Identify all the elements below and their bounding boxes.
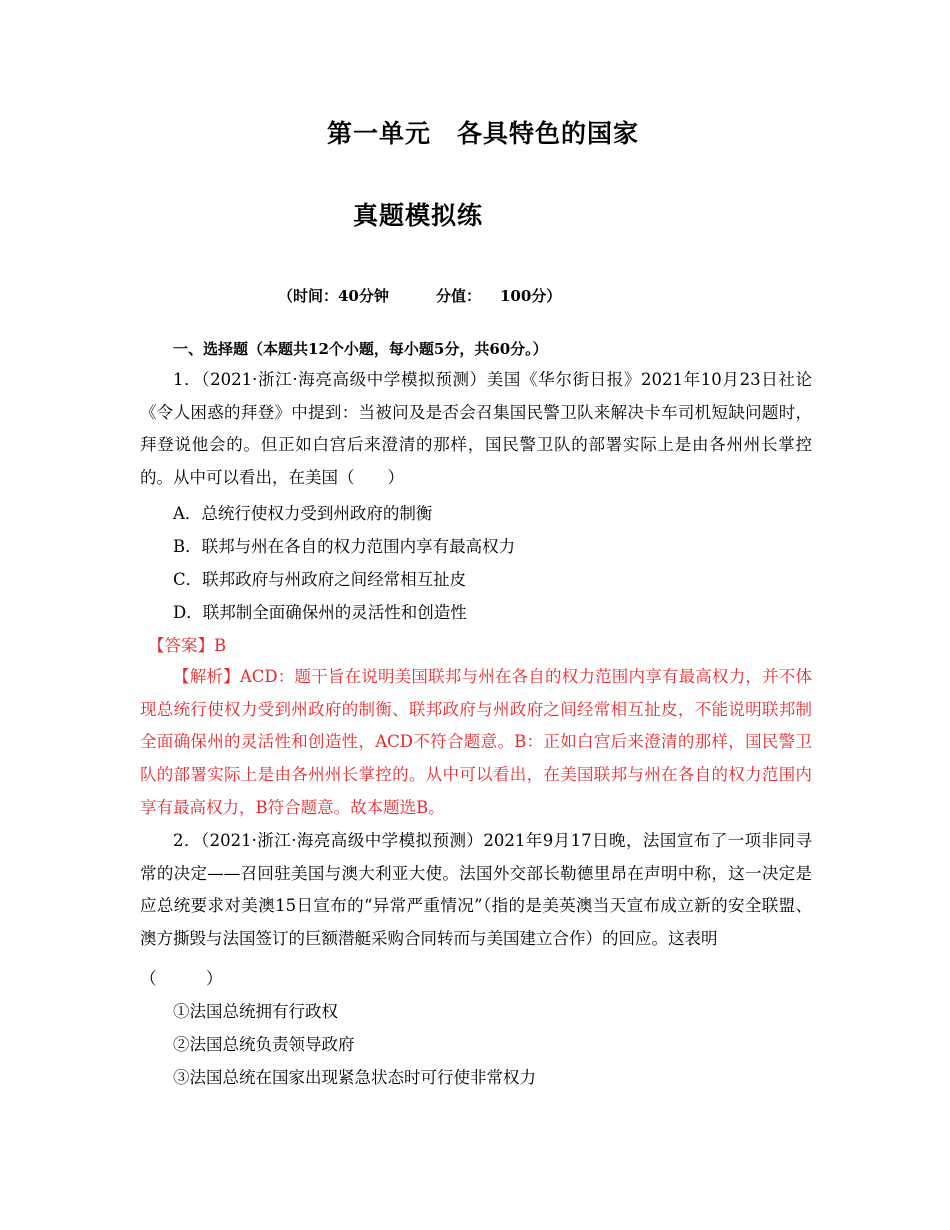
option-b: B．联邦与州在各自的权力范围内享有最高权力 xyxy=(173,537,516,556)
option-d: D．联邦制全面确保州的灵活性和创造性 xyxy=(173,603,467,622)
option-a: A．总统行使权力受到州政府的制衡 xyxy=(173,504,433,523)
time-label: （时间：40分钟 xyxy=(278,287,389,305)
answer-blank: （ ） xyxy=(140,969,223,988)
statement-1: ①法国总统拥有行政权 xyxy=(173,1002,338,1021)
score-label: 分值： xyxy=(436,287,482,305)
answer-tag: 【答案】 xyxy=(148,636,214,655)
unit-title: 第一单元 各具特色的国家 xyxy=(327,119,640,148)
question-1-stem: 1．（2021·浙江·海亮高级中学模拟预测）美国《华尔街日报》2021年10月23日社论《令人困惑的拜登》中提到：当被问及是否会召集国民警卫队来解决卡车司机短缺问题时，拜登说他会的。但正如白宫后来澄清的那样，国民警卫队的部署实际上是由各州州长掌控的。从中可以看出，在美国（ ） xyxy=(140,370,812,488)
analysis-block xyxy=(140,661,812,825)
answer-line xyxy=(148,632,226,656)
score-value: 100分） xyxy=(500,287,562,305)
analysis-text: ACD：题干旨在说明美国联邦与州在各自的权力范围内享有最高权力，并不体现总统行使权力受到州政府的制衡、联邦政府与州政府之间经常相互扯皮，不能说明联邦制全面确保州的灵活性和创造性，ACD不符合题意。B：正如白宫后来澄清的那样，国民警卫队的部署实际上是由各州州长掌控的。从中可以看出，在美国联邦与州在各自的权力范围内享有最高权力，B符合题意。故本题选B。 xyxy=(140,667,812,817)
analysis-tag: 【解析】 xyxy=(173,667,240,686)
page-subtitle: 真题模拟练 xyxy=(353,201,484,230)
option-c: C．联邦政府与州政府之间经常相互扯皮 xyxy=(173,570,467,589)
question-2-stem: 2．（2021·浙江·海亮高级中学模拟预测）2021年9月17日晚，法国宣布了一项非同寻常的决定——召回驻美国与澳大利亚大使。法国外交部长勒德里昂在声明中称，这一决定是应总统要求对美澳15日宣布的“异常严重情况”（指的是美英澳当天宣布成立新的安全联盟、澳方撕毁与法国签订的巨额潜艇采购合同转而与美国建立合作）的回应。这表明 xyxy=(140,831,812,949)
statement-2: ②法国总统负责领导政府 xyxy=(173,1035,355,1054)
statement-3: ③法国总统在国家出现紧急状态时可行使非常权力 xyxy=(173,1068,536,1087)
answer-value: B xyxy=(214,636,227,655)
section-heading: 一、选择题（本题共12个小题，每小题5分，共60分。） xyxy=(173,340,548,358)
